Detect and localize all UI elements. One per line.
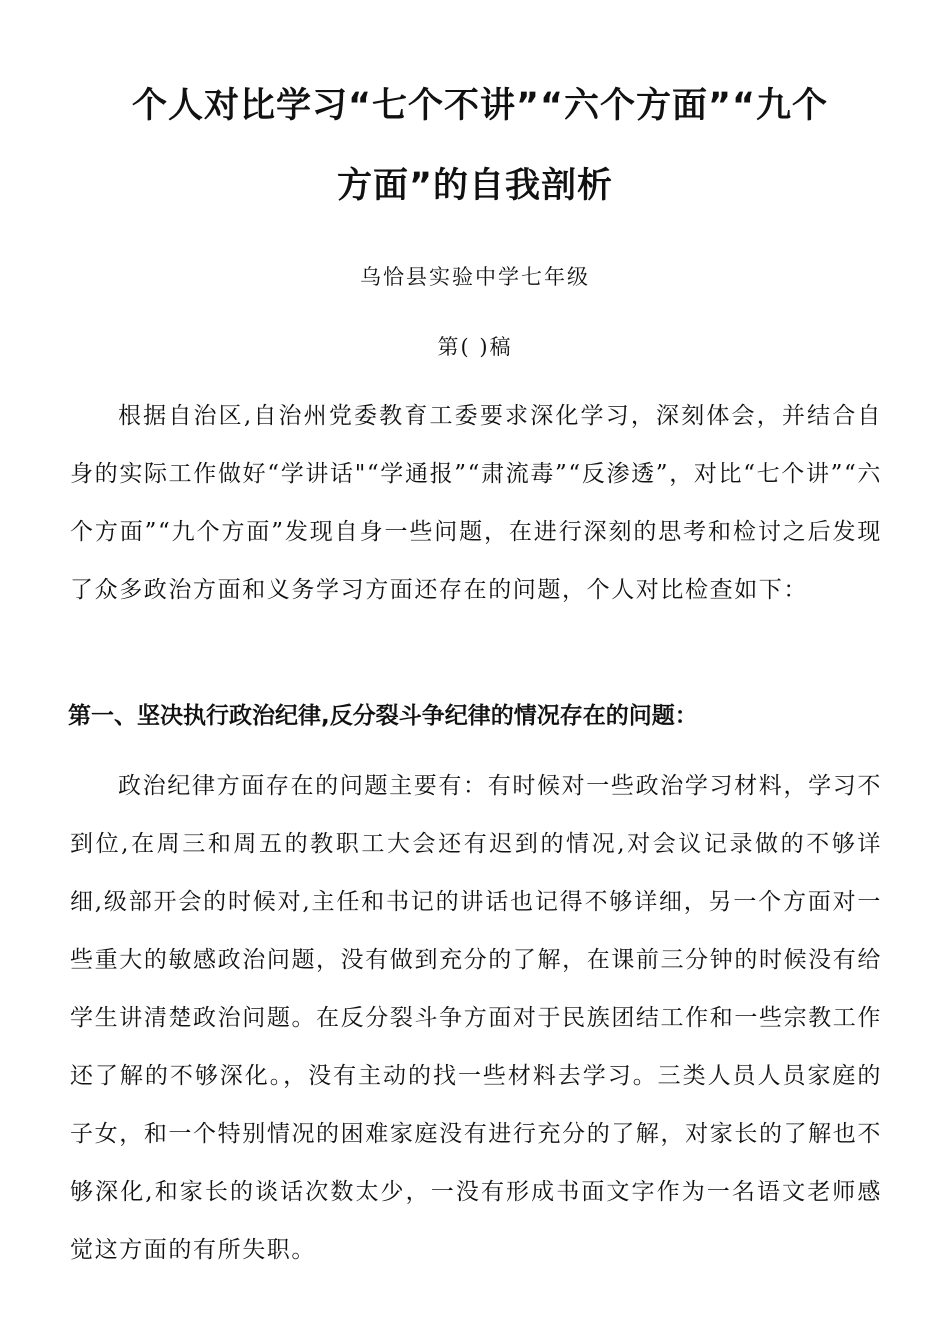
organization-name: 乌恰县实验中学七年级 — [360, 265, 590, 289]
draft-label: 第( )稿 — [437, 335, 513, 359]
document-title-line-1: 个人对比学习“七个不讲”“六个方面”“九个 — [132, 86, 829, 126]
section-heading: 第一、坚决执行政治纪律,反分裂斗争纪律的情况存在的问题： — [68, 703, 698, 729]
intro-paragraph: 根据自治区,自治州党委教育工委要求深化学习，深刻体会，并结合自身的实际工作做好“学讲话"“学通报”“肃流毒”“反渗透”，对比“七个讲”“六个方面”“九个方面”发现自身一些问题，在进行深刻的思考和检讨之后发现了众多政治方面和义务学习方面还存在的问题，个人对比检查如下： — [70, 403, 882, 603]
document-title-line-2: 方面”的自我剖析 — [336, 166, 613, 206]
section-paragraph: 政治纪律方面存在的问题主要有：有时候对一些政治学习材料，学习不到位,在周三和周五的教职工大会还有迟到的情况,对会议记录做的不够详细,级部开会的时候对,主任和书记的讲话也记得不够详细，另一个方面对一些重大的敏感政治问题，没有做到充分的了解，在课前三分钟的时候没有给学生讲清楚政治问题。在反分裂斗争方面对于民族团结工作和一些宗教工作还了解的不够深化。，没有主动的找一些材料去学习。三类人员人员家庭的子女，和一个特别情况的困难家庭没有进行充分的了解，对家长的了解也不够深化,和家长的谈话次数太少，一没有形成书面文字作为一名语文老师感觉这方面的有所失职。 — [70, 773, 882, 1263]
